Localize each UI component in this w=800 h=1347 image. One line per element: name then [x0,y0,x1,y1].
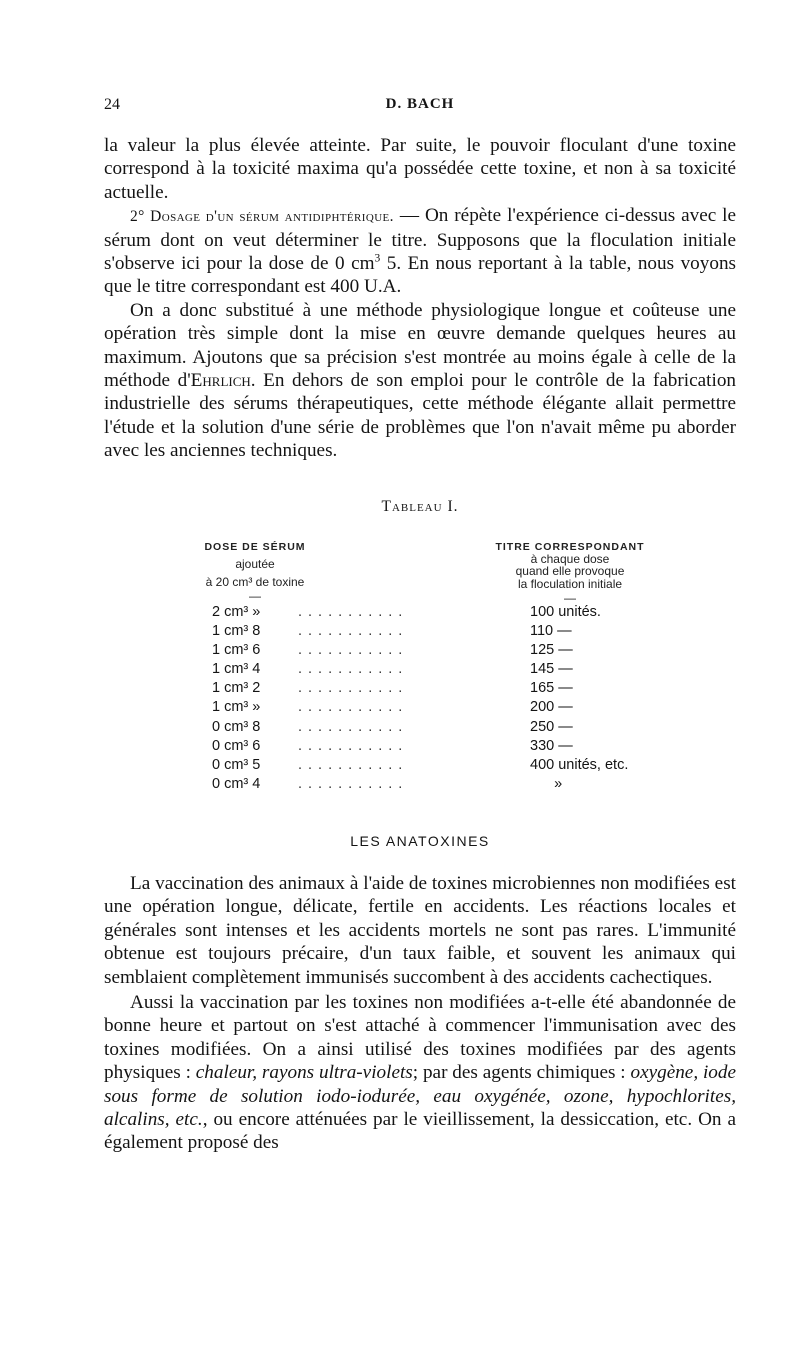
table-row [212,679,672,698]
column-dash: — [249,589,261,603]
dose-cell: 0 cm³ 6 [212,737,261,754]
author-name: Ehrlich [190,370,251,392]
leader-dots: ........... [298,756,409,773]
titre-cell: 330 — [530,737,573,754]
titre-cell: 250 — [530,718,573,735]
leader-dots: ........... [298,680,409,697]
leader-dots: ........... [298,737,409,754]
table-body [212,603,672,794]
leader-dots: ........... [298,718,409,735]
page-header [104,96,736,122]
column-subtitle: à chaque dose [530,552,610,566]
section-text-block [104,872,736,1155]
column-subtitle: la floculation initiale [517,577,623,591]
column-dash: — [564,591,576,605]
dose-cell: 1 cm³ 6 [212,642,261,659]
paragraph: La vaccination des animaux à l'aide de toxines microbiennes non modifiées est une opération longue, délicate, fertile en accidents. Les réactions locales et générales sont intenses et les accidents mortels ne sont pas rares. L'immunité obtenue est toujours précaire, d'un taux faible, et souvent les animaux qui semblaient complètement immunisés succombent à des accidents cachectiques. [104,873,736,988]
table-row [212,775,672,794]
table-title: Tableau I. [381,498,459,515]
column-subtitle: quand elle provoque [515,564,625,578]
column-subtitle: à 20 cm³ de toxine [205,575,305,589]
paragraph-text: . En dehors de son emploi pour le contrôle de la fabrication industrielle des sérums thérapeutiques, cette méthode élégante allait permettre l'étude et la solution d'une série de problèmes que l'on n'avait même pu aborder avec les anciennes techniques. [104,370,737,462]
leader-dots: ........... [298,699,409,716]
titre-cell: 110 — [530,623,572,640]
titre-cell: 200 — [530,699,573,716]
titre-cell: 125 — [530,642,573,659]
italic-text: oxygène, iode sous forme de solution iodo-iodurée, eau oxygénée, ozone, hypochlorites, alcalins, etc. [104,1062,736,1131]
table-row [212,756,672,775]
leader-dots: ........... [298,604,409,620]
paragraph: la valeur la plus élevée atteinte. Par suite, le pouvoir floculant d'une toxine correspond à la toxicité maxima qu'a possédée cette toxine, et non à sa toxicité actuelle. [104,135,736,203]
dose-cell: 1 cm³ 2 [212,680,261,697]
italic-text: chaleur, rayons ultra-violets [195,1062,413,1084]
section-title: LES ANATOXINES [350,833,490,849]
running-head: D. BACH [385,96,455,112]
dose-cell: 2 cm³ » [212,604,261,620]
leader-dots: ........... [298,642,409,659]
top-text-block [104,134,736,463]
dose-cell: 1 cm³ 8 [212,623,261,640]
table-row [212,641,672,660]
paragraph-text: 5. En nous reportant à la table, nous voyons que le titre correspondant est 400 U.A. [104,253,736,298]
titre-cell: » [530,775,563,792]
leader-dots: ........... [298,661,409,678]
leader-dots: ........... [298,623,409,640]
column-title: DOSE DE SÉRUM [204,541,306,553]
paragraph-text: Aussi la vaccination par les toxines non modifiées a-t-elle été abandonnée de bonne heure et partout on s'est attaché à commencer l'immunisation avec des toxines modifiées. On a ainsi utilisé des toxines modifiées par des agents physiques : [104,992,736,1084]
paragraph [104,299,736,463]
dose-cell: 0 cm³ 4 [212,775,261,792]
paragraph [104,991,736,1155]
paragraph-text: — On répète l'expérience ci-dessus avec le sérum dont on veut déterminer le titre. Supposons que la floculation initiale s'observe ici pour la dose de 0 cm [104,205,736,275]
paragraph-text: On a donc substitué à une méthode physiologique longue et coûteuse une opération très simple dont la mise en œuvre demande quelques heures au maximum. Ajoutons que sa précision s'est montrée au moins égale à celle de la méthode d' [104,299,736,392]
table-row [212,660,672,679]
subheading: 2° Dosage d'un sérum antidiphtérique. [130,208,394,226]
dose-cell: 0 cm³ 5 [212,756,261,773]
paragraph [104,204,736,299]
page-number: 24 [104,96,120,113]
dose-cell: 0 cm³ 8 [212,718,261,735]
titre-cell: 145 — [530,661,573,678]
table-row [212,698,672,717]
table-row [212,603,672,622]
table-row [212,622,672,641]
leader-dots: ........... [298,775,409,792]
titre-cell: 400 unités, etc. [530,756,629,773]
superscript: 3 [374,252,381,265]
column-subtitle: ajoutée [235,557,275,571]
dose-cell: 1 cm³ 4 [212,661,261,678]
paragraph-text: , ou encore atténuées par le vieillissement, la dessiccation, etc. On a également proposé des [104,1109,737,1154]
table-column-header-dose [180,540,330,603]
column-title: TITRE CORRESPONDANT [495,541,645,553]
table-column-header-titre [480,540,660,605]
dose-cell: 1 cm³ » [212,699,261,716]
table-row [212,737,672,756]
table-row [212,718,672,737]
paragraph-text: ; par des agents chimiques : [412,1062,631,1084]
titre-cell: 100 unités. [530,604,601,620]
titre-cell: 165 — [530,680,573,697]
